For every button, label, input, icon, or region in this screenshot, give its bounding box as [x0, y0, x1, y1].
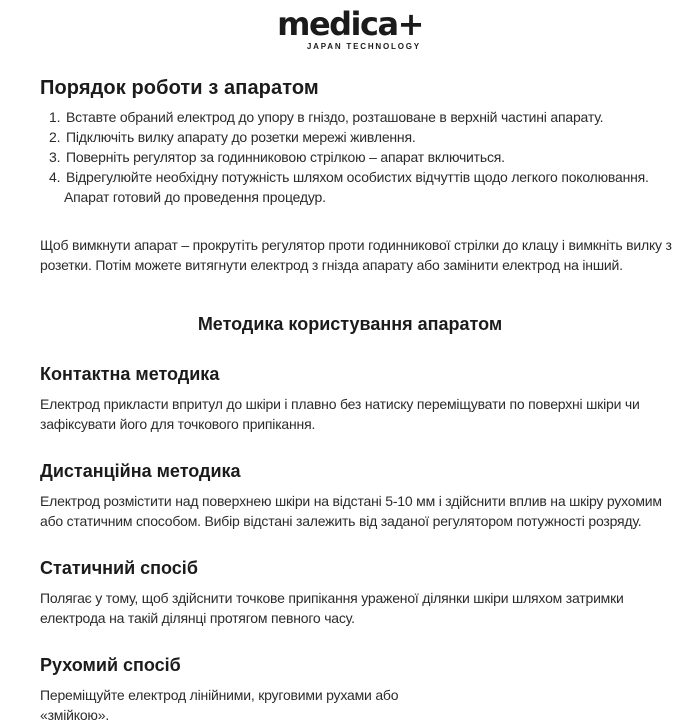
logo-tagline-text: JAPAN TECHNOLOGY	[306, 42, 421, 51]
document-content	[0, 76, 700, 725]
operation-step-2: 2. Підключіть вилку апарату до розетки мережі живлення.	[64, 127, 660, 147]
method-moving-line-2: «змійкою».	[40, 707, 110, 723]
method-section-moving	[40, 654, 660, 725]
operation-step-3: 3. Поверніть регулятор за годинниковою стрілкою – апарат включиться.	[64, 147, 660, 167]
shutdown-instructions-paragraph	[40, 235, 672, 275]
section-title-usage-methods: Методика користування апаратом	[197, 314, 503, 334]
operation-steps-list	[40, 107, 660, 187]
section-title-operation-procedure: Порядок роботи з апаратом	[40, 77, 319, 99]
method-body-distance	[40, 491, 660, 531]
shutdown-line-1: Щоб вимкнути апарат – прокрутіть регулятор проти годинникової стрілки до клацу і вимкніть вилку з	[40, 237, 672, 253]
brand-header	[0, 0, 700, 54]
method-static-line-2: електрода на такій ділянці протягом певного часу.	[40, 610, 355, 626]
method-heading-static: Статичний спосіб	[40, 558, 198, 578]
method-heading-distance: Дистанційна методика	[40, 461, 241, 481]
method-contact-line-2: зафіксувати його для точкового припікання.	[40, 416, 316, 432]
method-body-static	[40, 588, 660, 628]
method-heading-moving: Рухомий спосіб	[40, 655, 181, 675]
method-body-moving	[40, 685, 660, 725]
method-heading-contact: Контактна методика	[40, 364, 220, 384]
shutdown-line-2: розетки. Потім можете витягнути електрод з гнізда апарату або замінити електрод на інший.	[40, 257, 623, 273]
method-contact-line-1: Електрод прикласти впритул до шкіри і плавно без натиску переміщувати по поверхні шкіри чи	[40, 396, 640, 412]
method-distance-line-2: або статичним способом. Вибір відстані залежить від заданої регулятором потужності розряду.	[40, 513, 642, 529]
method-moving-line-1: Переміщуйте електрод лінійними, круговими рухами або	[40, 687, 399, 703]
medica-plus-logo	[277, 5, 423, 51]
logo-brand-text: medica+	[277, 5, 423, 43]
method-section-static	[40, 557, 660, 628]
device-ready-note: Апарат готовий до проведення процедур.	[64, 189, 326, 205]
method-section-distance	[40, 460, 660, 531]
method-body-contact	[40, 394, 660, 434]
operation-step-1: 1. Вставте обраний електрод до упору в гніздо, розташоване в верхній частині апарату.	[64, 107, 660, 127]
method-static-line-1: Полягає у тому, щоб здійснити точкове припікання ураженої ділянки шкіри шляхом затримки	[40, 590, 624, 606]
method-distance-line-1: Електрод розмістити над поверхнею шкіри на відстані 5-10 мм і здійснити вплив на шкіру рухомим	[40, 493, 662, 509]
operation-step-4: 4. Відрегулюйте необхідну потужність шляхом особистих відчуттів щодо легкого поколювання.	[64, 167, 660, 187]
method-section-contact	[40, 363, 660, 434]
